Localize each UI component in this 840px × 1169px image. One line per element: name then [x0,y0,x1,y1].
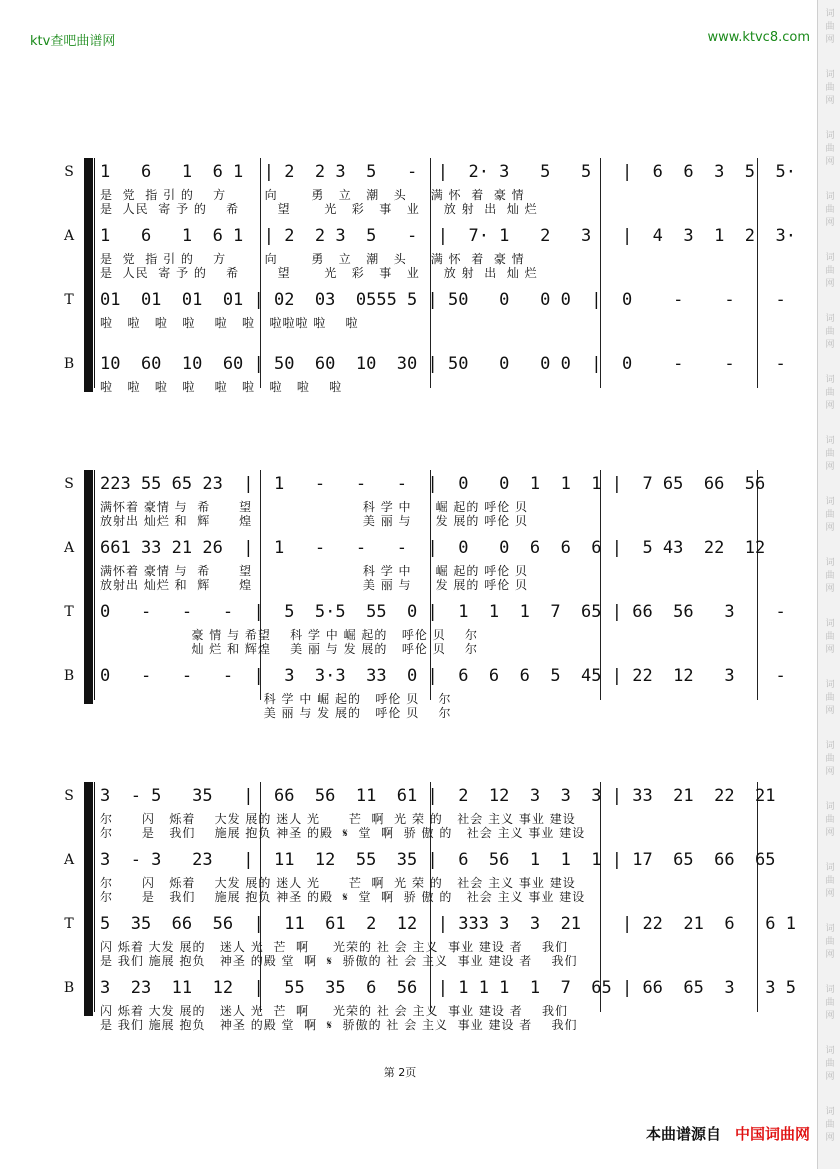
watermark-text: 词曲网 [825,436,835,472]
notation-row: 3 23 11 12 | 55 35 6 56 | 1 1 1 1 7 65 | 66 65 3 3 5 [100,978,796,998]
voice-part-label: A [63,228,75,244]
lyric-line: 啦 啦 啦 啦 啦 啦 啦 啦 啦 [100,380,343,394]
watermark-text: 词曲网 [825,1046,835,1082]
notation-row: 1 6 1 6 1 | 2 2 3 5 - | 7· 1 2 3 | 4 3 1 2 3· [100,226,796,246]
lyric-line [100,392,760,406]
site-name-left[interactable]: ktv查吧曲谱网 [30,34,116,49]
score-system [60,158,796,398]
notation-row: 01 01 01 01 | 02 03 0555 5 | 50 0 0 0 | 0 - - - [100,290,786,310]
watermark-text: 词曲网 [825,680,835,716]
lyric-line: 啦 啦 啦 啦 啦 啦 啦啦啦 啦 啦 [100,316,359,330]
watermark-text: 词曲网 [825,924,835,960]
notation-row: 3 - 3 23 | 11 12 55 35 | 6 56 1 1 1 | 17 65 66 65 [100,850,776,870]
watermark-text: 词曲网 [825,70,835,106]
watermark-text: 词曲网 [825,375,835,411]
lyric-line: 尔 是 我们 施展 抱负 神圣 的殿 𝄋 堂 啊 骄 傲 的 社会 主义 事业 建设 [100,826,586,840]
watermark-text: 词曲网 [825,863,835,899]
score-system [60,470,786,720]
system-barline-start [94,782,95,1012]
voice-part-label: S [64,476,74,492]
notation-row: 10 60 10 60 | 50 60 10 30 | 50 0 0 0 | 0 - - - [100,354,786,374]
lyric-line [100,328,760,342]
voice-part-label: T [64,916,74,932]
lyric-line: 科 学 中 崛 起的 呼伦 贝 尔 [100,692,452,706]
source-prefix: 本曲谱源自 [645,1125,721,1143]
voice-part-label: T [64,604,74,620]
notation-row: 223 55 65 23 | 1 - - - | 0 0 1 1 1 | 7 65 66 56 [100,474,766,494]
notation-row: 0 - - - | 5 5·5 55 0 | 1 1 1 7 65 | 66 56 3 - [100,602,786,622]
lyric-line: 是 人民 寄 予 的 希 望 光 彩 事 业 放 射 出 灿 烂 [100,266,538,280]
lyric-line: 尔 是 我们 施展 抱负 神圣 的殿 𝄋 堂 啊 骄 傲 的 社会 主义 事业 建设 [100,890,586,904]
lyric-line: 灿 烂 和 辉煌 美 丽 与 发 展的 呼伦 贝 尔 [100,642,478,656]
watermark-text: 词曲网 [825,9,835,45]
notation-row: 661 33 21 26 | 1 - - - | 0 0 6 6 6 | 5 43 22 12 [100,538,766,558]
notation-row: 3 - 5 35 | 66 56 11 61 | 2 12 3 3 3 | 33 21 22 21 [100,786,776,806]
voice-part-label: S [64,164,74,180]
voice-part-label: B [63,356,75,372]
watermark-text: 词曲网 [825,192,835,228]
lyric-line: 放射出 灿烂 和 辉 煌 美 丽 与 发 展的 呼伦 贝 [100,578,529,592]
lyric-line: 尔 闪 烁着 大发 展的 迷人 光 芒 啊 光 荣 的 社会 主义 事业 建设 [100,876,576,890]
lyric-line: 是 党 指 引 的 方 向 勇 立 潮 头 满 怀 着 豪 情 [100,252,525,266]
lyric-line: 是 我们 施展 抱负 神圣 的殿 堂 啊 𝄋 骄傲的 社 会 主义 事业 建设 者 我们 [100,954,578,968]
voice-part-label: T [64,292,74,308]
watermark-text: 词曲网 [825,558,835,594]
system-barline-start [94,470,95,700]
watermark-text: 词曲网 [825,314,835,350]
system-barline-start [94,158,95,388]
lyric-line: 放射出 灿烂 和 辉 煌 美 丽 与 发 展的 呼伦 贝 [100,514,529,528]
source-brand[interactable]: 中国词曲网 [734,1125,810,1143]
notation-row: 0 - - - | 3 3·3 33 0 | 6 6 6 5 45 | 22 12 3 - [100,666,786,686]
watermark-text: 词曲网 [825,802,835,838]
voice-part-label: B [63,980,75,996]
watermark-text: 词曲网 [825,131,835,167]
watermark-strip [817,0,840,1169]
lyric-line: 尔 闪 烁着 大发 展的 迷人 光 芒 啊 光 荣 的 社会 主义 事业 建设 [100,812,576,826]
watermark-text: 词曲网 [825,985,835,1021]
lyric-line: 闪 烁着 大发 展的 迷人 光 芒 啊 光荣的 社 会 主义 事业 建设 者 我们 [100,1004,568,1018]
watermark-text: 词曲网 [825,1107,835,1143]
lyric-line: 是 人民 寄 予 的 希 望 光 彩 事 业 放 射 出 灿 烂 [100,202,538,216]
lyric-line: 满怀着 豪情 与 希 望 科 学 中 崛 起的 呼伦 贝 [100,564,529,578]
lyric-line: 美 丽 与 发 展的 呼伦 贝 尔 [100,706,452,720]
watermark-text: 词曲网 [825,741,835,777]
site-url-right[interactable]: www.ktvc8.com [707,30,810,45]
page-number: 第 2页 [383,1066,417,1079]
voice-part-label: A [63,852,75,868]
voice-part-label: S [64,788,74,804]
system-bracket [84,158,93,392]
watermark-text: 词曲网 [825,253,835,289]
lyric-line: 是 我们 施展 抱负 神圣 的殿 堂 啊 𝄋 骄傲的 社 会 主义 事业 建设 者 我们 [100,1018,578,1032]
lyric-line: 是 党 指 引 的 方 向 勇 立 潮 头 满 怀 着 豪 情 [100,188,525,202]
voice-part-label: A [63,540,75,556]
lyric-line: 豪 情 与 希望 科 学 中 崛 起的 呼伦 贝 尔 [100,628,478,642]
source-credit [646,1123,810,1144]
watermark-text: 词曲网 [825,619,835,655]
watermark-text: 词曲网 [825,497,835,533]
voice-part-label: B [63,668,75,684]
score-system [60,782,796,1032]
notation-row: 1 6 1 6 1 | 2 2 3 5 - | 2· 3 5 5 | 6 6 3 5 5· [100,162,796,182]
system-bracket [84,470,93,704]
system-bracket [84,782,93,1016]
lyric-line: 满怀着 豪情 与 希 望 科 学 中 崛 起的 呼伦 贝 [100,500,529,514]
lyric-line: 闪 烁着 大发 展的 迷人 光 芒 啊 光荣的 社 会 主义 事业 建设 者 我们 [100,940,568,954]
notation-row: 5 35 66 56 | 11 61 2 12 | 333 3 3 21 | 22 21 6 6 1 [100,914,796,934]
